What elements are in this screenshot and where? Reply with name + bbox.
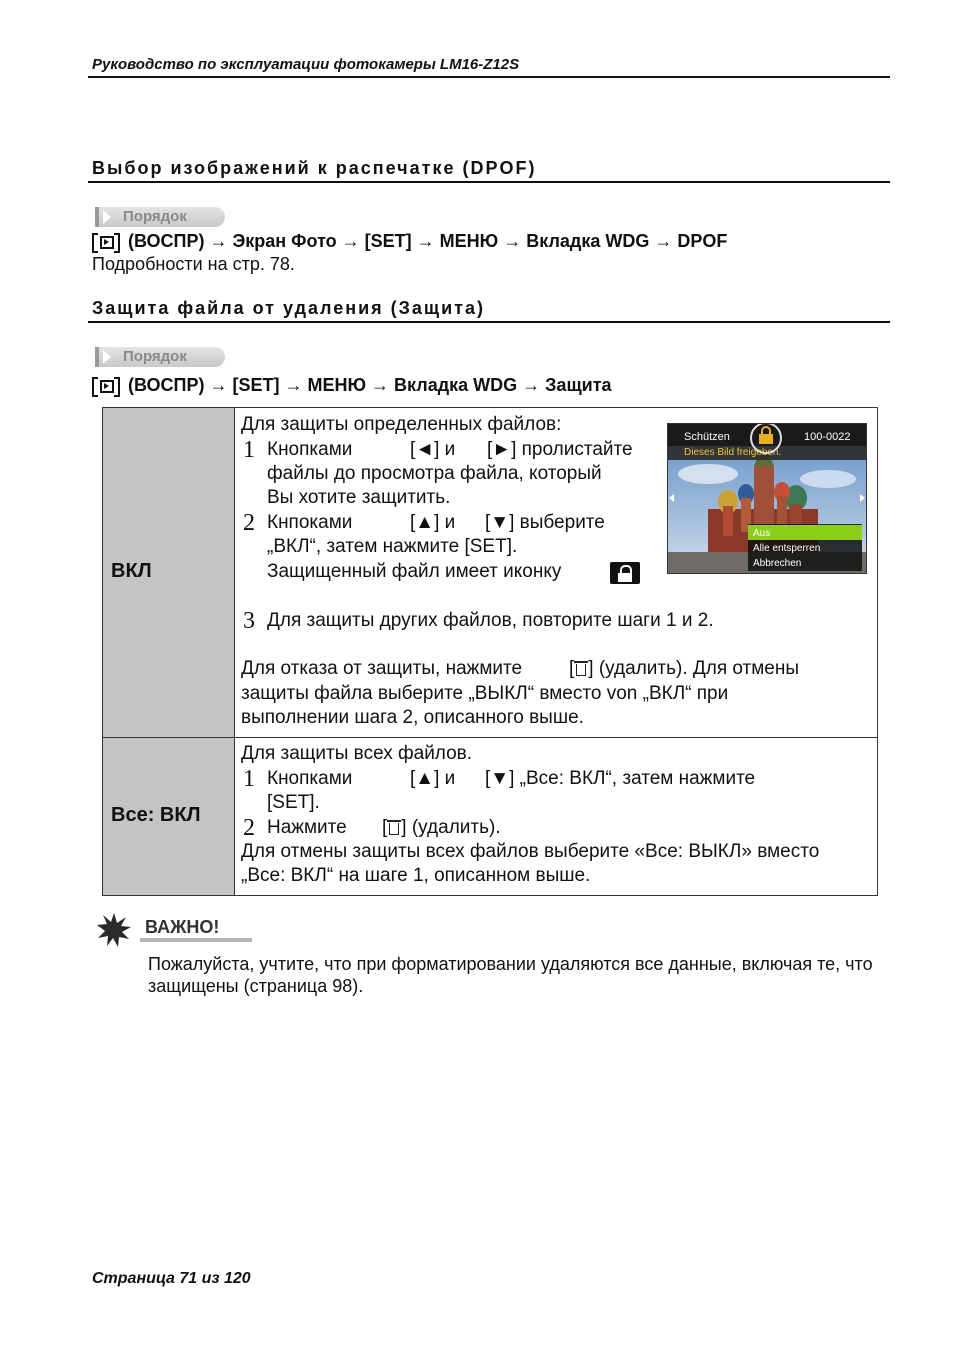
cancel-line3: выполнении шага 2, описанного выше. xyxy=(241,707,584,728)
cancel-text-b: [ ] (удалить). Для отмены xyxy=(569,658,800,679)
step2-line3: Защищенный файл имеет иконку xyxy=(267,561,562,582)
section-rule-protect xyxy=(88,321,890,323)
row-label-cell xyxy=(103,738,235,895)
camera-screen-graphic xyxy=(668,424,866,573)
step1-line3: Вы хотите защитить. xyxy=(267,487,451,508)
trash-icon xyxy=(387,819,401,835)
step1-text-b: [◄] и xyxy=(410,439,456,460)
cancel-text-a: Для отказа от защиты, нажмите xyxy=(241,658,523,679)
row2-note1: Для отмены защиты всех файлов выберите «Все: ВЫКЛ» вместо xyxy=(241,841,820,862)
order-badge-label: Порядок xyxy=(123,208,187,225)
row2-step1-b: [▲] и xyxy=(410,768,456,789)
cancel-line2: защиты файла выберите „ВЫКЛ“ вместо von „ВКЛ“ при xyxy=(241,683,729,704)
step1-text-c: [►] пролистайте xyxy=(487,439,633,460)
step1-line2: файлы до просмотра файла, который xyxy=(267,463,602,484)
section-title-protect: Защита файла от удаления (Защита) xyxy=(92,298,486,318)
row2-note2: „Все: ВКЛ“ на шаге 1, описанном выше. xyxy=(241,865,591,886)
step2-text-a: Кнпоками xyxy=(267,512,353,533)
step2-line2: „ВКЛ“, затем нажмите [SET]. xyxy=(267,536,518,557)
row2-step2-a: Нажмите xyxy=(267,817,347,838)
order-badge-label: Порядок xyxy=(123,348,187,365)
play-mode-icon xyxy=(92,377,120,395)
camera-menu-item-1: Alle entsperren xyxy=(753,543,821,554)
section-title-dpof: Выбор изображений к распечатке (DPOF) xyxy=(92,158,537,178)
important-rule xyxy=(140,938,252,942)
camera-screen-title: Schützen xyxy=(684,431,730,443)
procedure-path-text: (ВОСПР) → Экран Фото → [SET] → МЕНЮ → Вкладка WDG → DPOF xyxy=(128,231,728,251)
important-title: ВАЖНО! xyxy=(145,917,220,937)
camera-screen-counter: 100-0022 xyxy=(804,431,851,443)
procedure-path-text: (ВОСПР) → [SET] → МЕНЮ → Вкладка WDG → Защита xyxy=(128,375,612,395)
row2-intro: Для защиты всех файлов. xyxy=(241,743,473,764)
step-number: 3 xyxy=(243,608,255,634)
step3-text: Для защиты других файлов, повторите шаги 1 и 2. xyxy=(267,610,714,631)
row-label-cell xyxy=(103,408,235,737)
procedure-path xyxy=(92,375,612,396)
starburst-icon xyxy=(96,912,132,948)
lock-icon xyxy=(759,434,773,444)
trash-icon xyxy=(574,660,588,676)
header-rule xyxy=(88,76,890,78)
camera-screen-subtitle: Dieses Bild freigeben. xyxy=(684,447,782,458)
chevron-right-icon xyxy=(103,210,111,224)
order-badge xyxy=(95,207,225,227)
step-number: 1 xyxy=(243,437,255,463)
lock-icon xyxy=(610,562,640,584)
order-badge xyxy=(95,347,225,367)
camera-menu-item-0: Aus xyxy=(753,528,771,539)
row2-step1-c: [▼] „Все: ВКЛ“, затем нажмите xyxy=(485,768,756,789)
row2-step2-b: [ ] (удалить). xyxy=(382,817,501,838)
step-number: 2 xyxy=(243,815,255,841)
chevron-right-icon xyxy=(103,350,111,364)
details-reference: Подробности на стр. 78. xyxy=(92,254,295,274)
row1-intro: Для защиты определенных файлов: xyxy=(241,414,562,435)
row-label-on: ВКЛ xyxy=(111,560,152,582)
procedure-path xyxy=(92,231,727,252)
important-text: Пожалуйста, учтите, что при форматировании удаляются все данные, включая те, что защищены (страница 98). xyxy=(148,954,873,996)
camera-screen xyxy=(667,423,867,574)
camera-menu-item-2: Abbrechen xyxy=(753,558,802,569)
step2-text-b: [▲] и xyxy=(410,512,456,533)
document-header-title: Руководство по эксплуатации фотокамеры LM16-Z12S xyxy=(92,56,520,73)
step1-text-a: Кнопками xyxy=(267,439,353,460)
row2-step1-line2: [SET]. xyxy=(267,792,320,813)
step-number: 1 xyxy=(243,766,255,792)
section-rule-dpof xyxy=(88,181,890,183)
row-label-all-on: Все: ВКЛ xyxy=(111,804,201,826)
step-number: 2 xyxy=(243,510,255,536)
page-footer: Страница 71 из 120 xyxy=(92,1270,251,1287)
row2-step1-a: Кнопками xyxy=(267,768,353,789)
step2-text-c: [▼] выберите xyxy=(485,512,605,533)
play-mode-icon xyxy=(92,233,120,251)
